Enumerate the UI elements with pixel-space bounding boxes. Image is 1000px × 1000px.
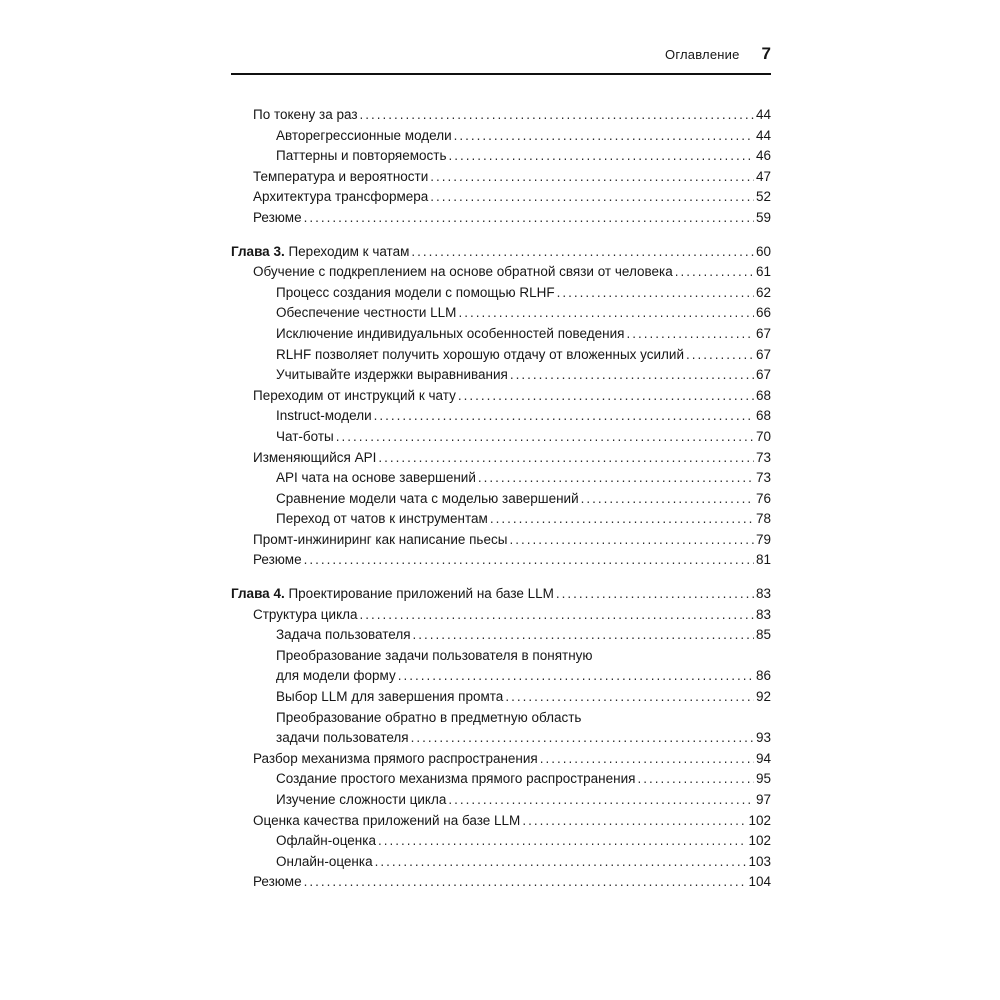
toc-leader-dots: [411, 728, 754, 749]
toc-chapter-entry: [231, 584, 771, 605]
toc-entry: [231, 146, 771, 167]
toc-entry-label: задачи пользователя: [276, 730, 409, 746]
toc-entry-label: Промт-инжиниринг как написание пьесы: [253, 531, 508, 547]
toc-line: [231, 489, 771, 510]
toc-line: [231, 448, 771, 469]
toc-page-number: 81: [755, 552, 771, 568]
toc-entry-label: Переход от чатов к инструментам: [276, 511, 488, 527]
toc-leader-dots: [378, 448, 754, 469]
toc-line: [231, 262, 771, 283]
toc-entry: [231, 550, 771, 571]
toc-page-number: 102: [748, 812, 771, 828]
toc-leader-dots: [556, 584, 754, 605]
toc-entry-label: Instruct-модели: [276, 408, 372, 424]
toc-page-number: 61: [755, 264, 771, 280]
toc-leader-dots: [411, 242, 754, 263]
toc-page-number: 52: [755, 189, 771, 205]
toc-entry: [231, 872, 771, 893]
toc-leader-dots: [637, 769, 754, 790]
toc-line: [231, 208, 771, 229]
toc-page-number: 46: [755, 148, 771, 164]
toc-leader-dots: [375, 852, 747, 873]
toc-entry-label: Оценка качества приложений на базе LLM: [253, 812, 521, 828]
toc-entry-label: Архитектура трансформера: [253, 189, 429, 205]
toc-line: [231, 530, 771, 551]
toc-leader-dots: [458, 386, 754, 407]
toc-entry-label: Исключение индивидуальных особенностей поведения: [276, 325, 625, 341]
toc-line: [231, 646, 771, 667]
toc-entry: [231, 105, 771, 126]
toc-header-label: Оглавление: [665, 47, 740, 62]
toc-line: [231, 790, 771, 811]
toc-page-number: 86: [755, 668, 771, 684]
toc-page-number: 44: [755, 127, 771, 143]
toc-page-number: 76: [755, 490, 771, 506]
toc-line: [231, 283, 771, 304]
toc-chapter-entry: [231, 242, 771, 263]
toc-entry-label: Офлайн-оценка: [276, 833, 376, 849]
toc-leader-dots: [304, 872, 747, 893]
toc-entry: [231, 187, 771, 208]
toc-entry: [231, 167, 771, 188]
toc-entry-label: Изменяющийся API: [253, 449, 377, 465]
toc-page-number: 68: [755, 387, 771, 403]
toc-entry: [231, 345, 771, 366]
toc-entry-label: Задача пользователя: [276, 627, 411, 643]
toc-entry: [231, 790, 771, 811]
toc-leader-dots: [336, 427, 754, 448]
toc-entry: [231, 749, 771, 770]
toc-leader-dots: [374, 406, 754, 427]
toc-page-number: 59: [755, 209, 771, 225]
toc-line: [231, 852, 771, 873]
toc-entry-label: Выбор LLM для завершения промта: [276, 689, 504, 705]
toc-entry-label: Глава 3. Переходим к чатам: [231, 243, 410, 259]
toc-leader-dots: [505, 687, 754, 708]
toc-line: [231, 687, 771, 708]
toc-entry-label: Сравнение модели чата с моделью завершений: [276, 490, 579, 506]
toc-leader-dots: [675, 262, 754, 283]
toc-page-number: 68: [755, 408, 771, 424]
toc-entry: [231, 625, 771, 646]
toc-leader-dots: [454, 126, 754, 147]
toc-entry: [231, 605, 771, 626]
toc-line: [231, 242, 771, 263]
toc-entry: [231, 262, 771, 283]
toc-entry: [231, 530, 771, 551]
toc-entry: [231, 509, 771, 530]
toc-leader-dots: [449, 146, 754, 167]
toc-line: [231, 550, 771, 571]
toc-line: [231, 605, 771, 626]
toc-leader-dots: [304, 208, 754, 229]
toc-entry: [231, 646, 771, 687]
toc-entry-label: Преобразование обратно в предметную область: [276, 709, 582, 725]
toc-page-number: 93: [755, 730, 771, 746]
toc-page-number: 83: [755, 606, 771, 622]
toc-line: [231, 584, 771, 605]
toc-line: [231, 146, 771, 167]
toc-entry: [231, 468, 771, 489]
toc-entry-label: Переходим от инструкций к чату: [253, 387, 456, 403]
toc-page-number: 94: [755, 750, 771, 766]
toc-page-number: 47: [755, 168, 771, 184]
toc-entry: [231, 687, 771, 708]
toc-entry-label: Изучение сложности цикла: [276, 792, 447, 807]
toc-page-number: 92: [755, 689, 771, 705]
toc-line: [231, 811, 771, 832]
toc-page-number: 103: [748, 853, 771, 869]
toc-leader-dots: [430, 187, 754, 208]
toc-line: [231, 406, 771, 427]
toc-entry-label: API чата на основе завершений: [276, 470, 476, 486]
toc-line: [231, 625, 771, 646]
toc-entry: [231, 126, 771, 147]
toc-entry-label: Учитывайте издержки выравнивания: [276, 367, 508, 383]
toc-entry: [231, 324, 771, 345]
toc-entry-label: Разбор механизма прямого распространения: [253, 750, 538, 766]
toc-entry: [231, 831, 771, 852]
toc-leader-dots: [448, 790, 754, 811]
toc-line: [231, 769, 771, 790]
toc-page-number: 67: [755, 367, 771, 383]
toc-line: [231, 167, 771, 188]
toc-page-number: 85: [755, 627, 771, 643]
toc-entry-label: Структура цикла: [253, 606, 358, 622]
toc-page-number: 102: [748, 833, 771, 849]
toc-page-number: 73: [755, 470, 771, 486]
toc-leader-dots: [686, 345, 754, 366]
toc-page-number: 73: [755, 449, 771, 465]
toc-entry: [231, 283, 771, 304]
header-page-number: 7: [761, 44, 771, 63]
toc-line: [231, 427, 771, 448]
toc-page-number: 60: [755, 243, 771, 259]
toc-leader-dots: [430, 167, 754, 188]
toc-entry: [231, 769, 771, 790]
toc-line: [231, 303, 771, 324]
toc-page-number: 78: [755, 511, 771, 527]
toc-line: [231, 468, 771, 489]
toc-line: [231, 872, 771, 893]
toc-entry-label: Резюме: [253, 209, 302, 225]
toc-entry-label: Обеспечение честности LLM: [276, 305, 457, 321]
toc-page-number: 70: [755, 428, 771, 444]
toc-line: [231, 324, 771, 345]
toc-line: [231, 749, 771, 770]
toc-line: [231, 386, 771, 407]
toc-entry-label: для модели форму: [276, 668, 396, 684]
toc-leader-dots: [581, 489, 754, 510]
toc-leader-dots: [557, 283, 754, 304]
toc-line: [231, 105, 771, 126]
toc-page-number: 79: [755, 531, 771, 547]
page-header: [231, 44, 771, 75]
toc-line: [231, 831, 771, 852]
toc-entry-label: Чат-боты: [276, 428, 334, 444]
toc-entry-label: Температура и вероятности: [253, 168, 429, 184]
chapter-prefix: Глава 4.: [231, 586, 285, 602]
toc-leader-dots: [522, 811, 746, 832]
toc-page-number: 67: [755, 325, 771, 341]
toc-page-number: 95: [755, 771, 771, 787]
toc-entry-label: По токену за раз: [253, 107, 358, 122]
toc-page-number: 66: [755, 305, 771, 321]
toc-line: [231, 365, 771, 386]
toc-leader-dots: [378, 831, 747, 852]
toc-leader-dots: [478, 468, 754, 489]
toc-leader-dots: [398, 666, 754, 687]
toc-line: [231, 708, 771, 729]
toc-leader-dots: [304, 550, 754, 571]
chapter-prefix: Глава 3.: [231, 243, 285, 259]
toc-line: [231, 666, 771, 687]
toc-entry-label: Авторегрессионные модели: [276, 127, 452, 143]
toc-entry: [231, 406, 771, 427]
toc-entry-label: RLHF позволяет получить хорошую отдачу от вложенных усилий: [276, 346, 685, 362]
toc-leader-dots: [360, 605, 754, 626]
toc-entry: [231, 303, 771, 324]
toc-entry-label: Преобразование задачи пользователя в понятную: [276, 647, 593, 663]
toc-leader-dots: [509, 530, 754, 551]
toc-entry-label: Создание простого механизма прямого распространения: [276, 771, 636, 787]
toc-entry-label: Онлайн-оценка: [276, 853, 373, 869]
toc-leader-dots: [490, 509, 754, 530]
toc-entry: [231, 208, 771, 229]
toc-line: [231, 728, 771, 749]
toc-page-number: 83: [755, 586, 771, 602]
toc-entry: [231, 427, 771, 448]
toc-line: [231, 187, 771, 208]
toc-leader-dots: [413, 625, 754, 646]
toc-entry: [231, 811, 771, 832]
toc-entry-label: Процесс создания модели с помощью RLHF: [276, 284, 555, 300]
toc-page-number: 44: [755, 107, 771, 122]
toc-page-number: 104: [748, 874, 771, 890]
toc-entry: [231, 448, 771, 469]
toc-entry: [231, 489, 771, 510]
toc-entry-label: Обучение с подкреплением на основе обратной связи от человека: [253, 264, 673, 280]
toc-entry-label: Резюме: [253, 874, 302, 890]
toc-entry: [231, 386, 771, 407]
toc-entry: [231, 852, 771, 873]
toc-leader-dots: [540, 749, 754, 770]
toc-entry: [231, 365, 771, 386]
toc-line: [231, 345, 771, 366]
toc-leader-dots: [626, 324, 754, 345]
toc-leader-dots: [458, 303, 754, 324]
toc: [231, 105, 771, 893]
toc-leader-dots: [510, 365, 754, 386]
toc-entry: [231, 708, 771, 749]
toc-leader-dots: [360, 105, 754, 126]
toc-page-number: 62: [755, 284, 771, 300]
toc-page-number: 67: [755, 346, 771, 362]
toc-line: [231, 509, 771, 530]
toc-line: [231, 126, 771, 147]
toc-entry-label: Глава 4. Проектирование приложений на базе LLM: [231, 586, 554, 602]
toc-entry-label: Паттерны и повторяемость: [276, 148, 447, 164]
toc-page-number: 97: [755, 792, 771, 807]
toc-entry-label: Резюме: [253, 552, 302, 568]
